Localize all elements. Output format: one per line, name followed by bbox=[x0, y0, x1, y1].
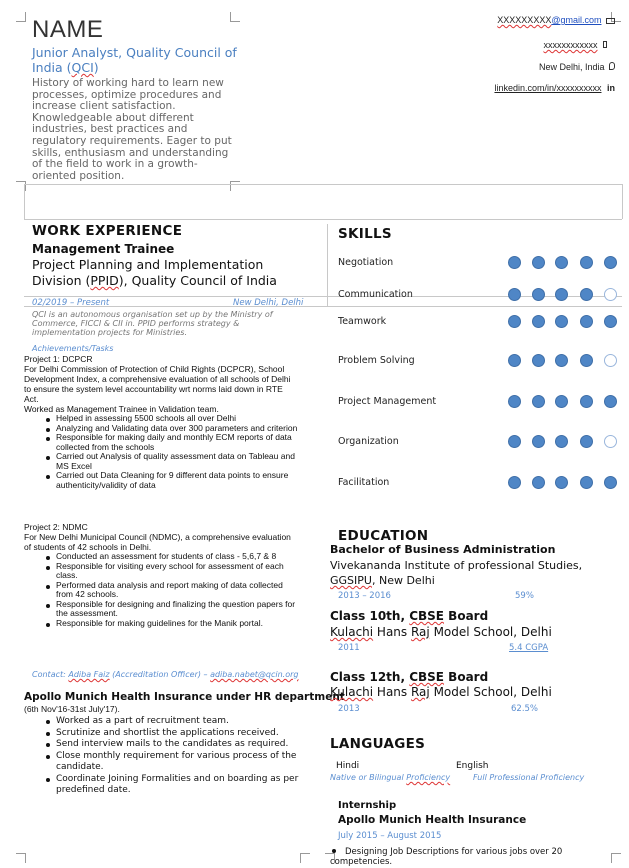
skill-rating-dot bbox=[580, 256, 593, 269]
skill-rating-dot bbox=[604, 476, 617, 489]
skill-label: Communication bbox=[338, 289, 413, 300]
section-heading-work: WORK EXPERIENCE bbox=[32, 223, 183, 239]
table-border bbox=[24, 219, 622, 220]
project1-bullet-item: Carried out Data Cleaning for 9 different data points to ensure authenticity/validity of data bbox=[24, 471, 299, 490]
job2-bullets bbox=[24, 716, 299, 797]
edu2-score: 5.4 CGPA bbox=[509, 643, 549, 653]
skill-rating-dot bbox=[532, 288, 545, 301]
job1-org-description: QCI is an autonomous organisation set up by the Ministry of Commerce, FICCI & CII in. PPID performs strategy & implementation projects for Ministries. bbox=[32, 310, 273, 337]
job1-dates: 02/2019 – Present bbox=[32, 298, 110, 308]
internship-org: Apollo Munich Health Insurance bbox=[338, 814, 527, 826]
location-icon bbox=[609, 62, 615, 70]
reference-contact: Contact: Adiba Faiz (Accreditation Officer) – adiba.nabet@qcin.org bbox=[32, 670, 299, 679]
profile-summary: History of working hard to learn new processes, optimize procedures and increase client satisfaction. Knowledgeable about different industries, best practices and regulatory requirements. Eager to put skills, enthusiasm and understanding of the field to work in a growth-oriented position. bbox=[32, 77, 232, 182]
skill-label: Facilitation bbox=[338, 477, 390, 488]
skill-label: Problem Solving bbox=[338, 355, 415, 366]
edu3-title: Class 12th, CBSE Board bbox=[330, 670, 489, 684]
skill-rating-dot bbox=[580, 395, 593, 408]
email-domain[interactable]: @gmail.com bbox=[551, 15, 602, 25]
project1-role: Worked as Management Trainee in Validation team. bbox=[24, 404, 219, 414]
skill-rating-dot bbox=[508, 354, 521, 367]
edu2-years: 2011 bbox=[338, 643, 360, 653]
skill-label: Organization bbox=[338, 436, 399, 447]
skill-rating-dot bbox=[604, 354, 617, 367]
crop-mark bbox=[300, 853, 310, 863]
location-text: New Delhi, India bbox=[538, 62, 605, 72]
job1-org: Project Planning and Implementation Division (PPID), Quality Council of India bbox=[32, 257, 277, 288]
internship-dates: July 2015 – August 2015 bbox=[338, 831, 442, 841]
skill-rating-dot bbox=[555, 354, 568, 367]
skill-rating-dot bbox=[604, 256, 617, 269]
job1-location: New Delhi, Delhi bbox=[233, 298, 304, 308]
skill-rating-dot bbox=[532, 256, 545, 269]
skill-rating-dot bbox=[532, 395, 545, 408]
table-border bbox=[327, 224, 328, 306]
job1-title: Management Trainee bbox=[32, 242, 175, 256]
project1-bullet-item: Analyzing and Validating data over 300 parameters and criterion bbox=[24, 424, 299, 434]
location-line bbox=[430, 62, 615, 72]
skill-rating-dot bbox=[580, 288, 593, 301]
skill-rating-dot bbox=[508, 315, 521, 328]
project2-bullet-item: Responsible for making guidelines for the Manik portal. bbox=[24, 619, 299, 629]
skill-rating-dot bbox=[555, 315, 568, 328]
job2-dates: (6th Nov'16-31st July'17). bbox=[24, 704, 120, 714]
project2-label: Project 2: NDMC bbox=[24, 522, 88, 532]
language1-level: Native or Bilingual Proficiency bbox=[330, 773, 451, 782]
project1-bullets bbox=[24, 414, 299, 490]
job2-bullet-item: Worked as a part of recruitment team. bbox=[24, 716, 299, 728]
section-heading-languages: LANGUAGES bbox=[330, 736, 426, 752]
edu1-title: Bachelor of Business Administration bbox=[330, 543, 556, 556]
edu2-school: Kulachi Hans Raj Model School, Delhi bbox=[330, 625, 552, 639]
project2-bullet-item: Conducted an assessment for students of class - 5,6,7 & 8 bbox=[24, 552, 299, 562]
table-border bbox=[622, 184, 623, 219]
crop-mark bbox=[16, 12, 26, 22]
skill-rating-dot bbox=[508, 288, 521, 301]
project1-block bbox=[24, 354, 299, 490]
project2-text: For New Delhi Municipal Council (NDMC), a comprehensive evaluation of students of 42 schools in Delhi. bbox=[24, 532, 291, 552]
edu1-years: 2013 – 2016 bbox=[338, 591, 391, 601]
linkedin-icon: in bbox=[607, 83, 615, 93]
skill-rating-dot bbox=[532, 476, 545, 489]
job2-bullet-item: Coordinate Joining Formalities and on boarding as per predefined date. bbox=[24, 774, 299, 797]
language1-name: Hindi bbox=[336, 761, 360, 771]
project1-bullet-item: Responsible for making daily and monthly ECM reports of data collected from the schools bbox=[24, 433, 299, 452]
skill-rating-dot bbox=[604, 315, 617, 328]
bullet-dot bbox=[332, 849, 336, 853]
phone-line bbox=[430, 40, 607, 50]
edu1-score: 59% bbox=[515, 591, 534, 601]
edu1-school: Vivekananda Institute of professional Studies, GGSIPU, New Delhi bbox=[330, 559, 583, 587]
skill-rating-dot bbox=[555, 395, 568, 408]
project1-bullet-item: Carried out Analysis of quality assessment data on Tableau and MS Excel bbox=[24, 452, 299, 471]
phone-icon bbox=[603, 41, 607, 48]
project1-text: For Delhi Commission of Protection of Child Rights (DCPCR), School Development Index, a comprehensive evaluation of all schools of Delhi to ensure the system level accountability wrt norms laid down in RTE Act. bbox=[24, 364, 291, 404]
skill-rating-dot bbox=[555, 476, 568, 489]
job2-bullet-item: Scrutinize and shortlist the applications received. bbox=[24, 728, 299, 740]
email-line[interactable] bbox=[430, 15, 615, 25]
crop-mark bbox=[230, 181, 240, 191]
skill-rating-dot bbox=[555, 288, 568, 301]
internship-bullet bbox=[330, 847, 625, 867]
skill-rating-dot bbox=[532, 315, 545, 328]
project2-bullet-item: Responsible for visiting every school for assessment of each class. bbox=[24, 562, 299, 581]
mail-icon bbox=[606, 18, 615, 24]
language2-name: English bbox=[456, 761, 489, 771]
project2-block bbox=[24, 522, 299, 628]
section-heading-skills: SKILLS bbox=[338, 226, 392, 242]
skill-label: Project Management bbox=[338, 396, 437, 407]
crop-mark bbox=[16, 853, 26, 863]
phone-number: xxxxxxxxxxxx bbox=[543, 40, 598, 50]
skill-rating-dot bbox=[508, 435, 521, 448]
skill-rating-dot bbox=[555, 256, 568, 269]
section-heading-education: EDUCATION bbox=[338, 528, 429, 544]
skill-label: Teamwork bbox=[338, 316, 387, 327]
edu2-title: Class 10th, CBSE Board bbox=[330, 609, 489, 623]
job2-bullet-item: Close monthly requirement for various process of the candidate. bbox=[24, 751, 299, 774]
table-border bbox=[24, 184, 25, 219]
skill-rating-dot bbox=[508, 476, 521, 489]
project1-bullet-item: Helped in assessing 5500 schools all over Delhi bbox=[24, 414, 299, 424]
skill-rating-dot bbox=[508, 395, 521, 408]
skill-rating-dot bbox=[580, 315, 593, 328]
project2-bullet-item: Performed data analysis and report making of data collected from 42 schools. bbox=[24, 581, 299, 600]
internship-heading: Internship bbox=[338, 800, 397, 811]
edu3-score: 62.5% bbox=[511, 704, 539, 714]
skill-rating-dot bbox=[604, 288, 617, 301]
skill-rating-dot bbox=[580, 435, 593, 448]
skill-rating-dot bbox=[580, 354, 593, 367]
skill-rating-dot bbox=[555, 435, 568, 448]
linkedin-url[interactable]: linkedin.com/in/xxxxxxxxxx bbox=[494, 83, 602, 93]
language2-level: Full Professional Proficiency bbox=[473, 773, 585, 782]
project2-bullets bbox=[24, 552, 299, 628]
project1-label: Project 1: DCPCR bbox=[24, 354, 93, 364]
project2-bullet-item: Responsible for designing and finalizing the question papers for the assessment. bbox=[24, 600, 299, 619]
job2-bullet-item: Send interview mails to the candidates as required. bbox=[24, 739, 299, 751]
skill-rating-dot bbox=[532, 354, 545, 367]
achievements-label: Achievements/Tasks bbox=[32, 344, 114, 353]
edu3-school: Kulachi Hans Raj Model School, Delhi bbox=[330, 685, 552, 699]
job-title-subtitle: Junior Analyst, Quality Council of India (QCI) bbox=[32, 45, 237, 75]
skill-label: Negotiation bbox=[338, 257, 394, 268]
crop-mark bbox=[230, 12, 240, 22]
skill-rating-dot bbox=[580, 476, 593, 489]
job2-title: Apollo Munich Health Insurance under HR department bbox=[24, 691, 345, 703]
skill-rating-dot bbox=[604, 435, 617, 448]
resume-name: NAME bbox=[32, 16, 104, 43]
linkedin-line[interactable] bbox=[430, 83, 615, 93]
edu3-years: 2013 bbox=[338, 704, 360, 714]
internship-bullet-text: Designing Job Descriptions for various jobs over 20 competencies. bbox=[330, 847, 563, 867]
skill-rating-dot bbox=[508, 256, 521, 269]
table-border bbox=[24, 306, 622, 307]
table-border bbox=[24, 184, 622, 185]
skill-rating-dot bbox=[604, 395, 617, 408]
email-user: XXXXXXXXX bbox=[497, 15, 552, 25]
skill-rating-dot bbox=[532, 435, 545, 448]
